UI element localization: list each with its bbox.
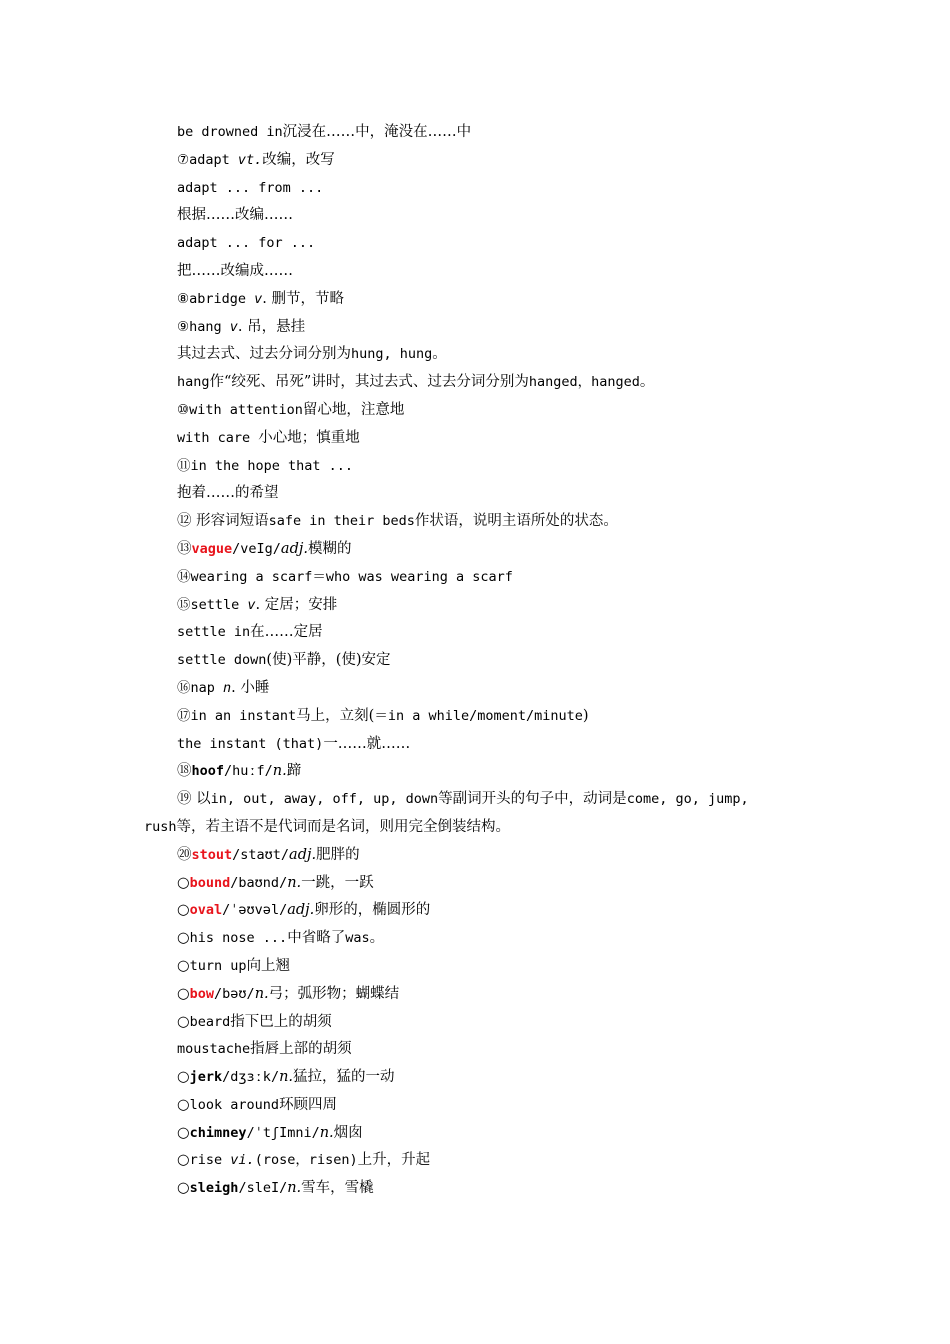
text-segment: 肥胖的	[316, 846, 360, 863]
note-line	[177, 480, 817, 508]
text-segment: hung, hung	[351, 346, 433, 363]
text-segment: the instant (that)	[177, 735, 324, 752]
text-segment: be drowned in	[177, 124, 283, 140]
text-segment: n.	[272, 763, 287, 780]
text-segment: ⑱	[177, 763, 192, 780]
note-line	[177, 1036, 817, 1064]
text-segment: come, go, jump,	[626, 791, 749, 808]
text-segment: adj.	[280, 540, 308, 557]
text-segment: /ˈtʃImni/	[246, 1124, 320, 1141]
text-segment: 。	[369, 930, 385, 947]
text-segment: 一……就……	[323, 735, 411, 752]
text-segment: 沉浸在……中，淹没在……中	[282, 124, 472, 140]
note-line	[177, 175, 817, 203]
text-segment: 一跳，一跃	[301, 874, 374, 891]
note-line	[177, 453, 817, 481]
vocabulary-notes	[144, 119, 817, 1203]
note-line	[177, 341, 817, 369]
note-line-inversion-second	[144, 814, 817, 842]
text-segment: rush	[144, 818, 177, 835]
text-segment: v	[229, 318, 238, 335]
text-segment: 弓；弧形物；蝴蝶结	[268, 985, 400, 1002]
note-line	[177, 1064, 817, 1092]
text-segment: 改编，改写	[262, 151, 335, 168]
note-line	[177, 758, 817, 786]
text-segment: ⑲ 以	[177, 791, 211, 808]
text-segment: 上升，升起	[357, 1152, 431, 1169]
text-segment: hang	[177, 374, 210, 391]
note-line	[177, 703, 817, 731]
text-segment: 卵形的，椭圆形的	[314, 902, 431, 919]
text-segment: sleigh	[189, 1180, 239, 1197]
text-segment: ⑭wearing a scarf＝who was wearing a scarf	[177, 568, 513, 585]
note-line	[177, 508, 817, 536]
text-segment: /staʊt/	[232, 846, 290, 863]
text-segment: ○	[177, 957, 190, 974]
text-segment: adj.	[289, 846, 317, 863]
text-segment: ⑯nap	[177, 679, 224, 696]
text-segment: 向上翘	[246, 957, 291, 974]
note-line	[177, 925, 817, 953]
text-segment: ○	[177, 874, 190, 891]
text-segment: /baʊnd/	[230, 874, 288, 891]
note-line	[177, 536, 817, 564]
text-segment: 马上，立刻(	[296, 707, 375, 724]
text-segment: was	[345, 930, 370, 947]
note-line	[177, 592, 817, 620]
text-segment: 烟囱	[333, 1124, 363, 1141]
note-line	[177, 619, 817, 647]
text-segment: /veIg/	[232, 540, 281, 557]
text-segment: 模糊的	[307, 540, 352, 557]
text-segment: look around	[189, 1096, 280, 1113]
notes-block-2	[177, 842, 817, 1203]
note-line	[177, 647, 817, 675]
text-segment: 等副词开头的句子中，动词是	[438, 791, 627, 808]
text-segment: /huːf/	[224, 763, 273, 780]
text-segment: moustache	[177, 1041, 251, 1058]
text-segment: 作状语，说明主语所处的状态。	[414, 513, 618, 530]
text-segment: 。	[432, 346, 447, 363]
text-segment: adapt ... for ...	[177, 235, 316, 252]
text-segment: . 定居；安排	[255, 596, 338, 613]
text-segment: (rose，risen)	[254, 1152, 358, 1169]
text-segment: n	[223, 679, 232, 696]
text-segment: his nose ...	[189, 930, 288, 947]
text-segment: bow	[189, 985, 215, 1002]
text-segment: bound	[189, 874, 231, 891]
text-segment: settle in	[177, 624, 251, 641]
note-line	[177, 897, 817, 925]
note-line-inversion-first	[177, 791, 749, 807]
text-segment: ⑰in an instant	[177, 707, 297, 724]
note-line	[177, 230, 817, 258]
text-segment: stout	[191, 846, 233, 863]
text-segment: v	[247, 596, 256, 613]
text-segment: . 吊，悬挂	[237, 318, 306, 335]
text-segment: 指下巴上的胡须	[230, 1013, 332, 1030]
note-line	[177, 286, 817, 314]
note-line	[177, 953, 817, 981]
text-segment: ＝in a while/moment/minute	[374, 707, 583, 724]
text-segment: ○	[177, 1180, 190, 1197]
text-segment: 抱着……的希望	[177, 485, 279, 502]
text-segment: safe in their beds	[268, 513, 415, 530]
text-segment: ○	[177, 1124, 190, 1141]
text-segment: n.	[287, 874, 302, 891]
text-segment: 把……改编成……	[177, 262, 293, 279]
note-line	[177, 564, 817, 592]
text-segment: (使)平静，(使)安定	[266, 652, 391, 669]
note-line	[177, 369, 817, 397]
text-segment: ⑦adapt	[177, 151, 238, 168]
text-segment: )	[582, 707, 589, 724]
note-line	[177, 870, 817, 898]
text-segment: hoof	[191, 763, 225, 780]
text-segment: ⑬	[177, 540, 192, 557]
text-segment: vi.	[230, 1152, 255, 1169]
text-segment: /dʒɜːk/	[222, 1069, 280, 1086]
text-segment: ○	[177, 1096, 190, 1113]
text-segment: ○	[177, 902, 190, 919]
text-segment: n.	[287, 1180, 302, 1197]
text-segment: ⑨hang	[177, 318, 230, 335]
text-segment: chimney	[189, 1124, 247, 1141]
text-segment: vt.	[237, 151, 263, 168]
text-segment: ⑩with attention	[177, 401, 303, 418]
text-segment: ⑧abridge	[177, 290, 255, 307]
note-line	[177, 258, 817, 286]
text-segment: . 小睡	[231, 679, 270, 696]
text-segment: ⑮settle	[177, 596, 248, 613]
text-segment: beard	[189, 1013, 231, 1030]
note-line	[177, 675, 817, 703]
text-segment: 等，若主语不是代词而是名词，则用完全倒装结构。	[176, 818, 511, 835]
text-segment: 作“绞死、吊死”讲时，其过去式、过去分词分别为	[209, 374, 529, 391]
text-segment: settle down	[177, 652, 267, 669]
text-segment: rise	[189, 1152, 231, 1169]
text-segment: in, out, away, off, up, down	[210, 791, 439, 808]
text-segment: 。	[639, 374, 655, 391]
text-segment: ○	[177, 1069, 190, 1086]
text-segment: . 删节，节略	[262, 290, 344, 307]
text-segment: jerk	[189, 1069, 223, 1086]
text-segment: 小心地；慎重地	[258, 429, 360, 446]
note-line	[177, 425, 817, 453]
note-line	[177, 731, 817, 759]
text-segment: n.	[254, 985, 269, 1002]
note-line	[177, 147, 817, 175]
text-segment: ○	[177, 930, 190, 947]
text-segment: 环顾四周	[279, 1096, 338, 1113]
text-segment: ○	[177, 1152, 190, 1169]
note-line	[177, 1009, 817, 1037]
text-segment: ⑪in the hope that ...	[177, 457, 354, 474]
text-segment: 蹄	[286, 763, 302, 780]
text-segment: 雪车，雪橇	[301, 1180, 374, 1197]
text-segment: /sleI/	[238, 1180, 288, 1197]
note-line	[177, 314, 817, 342]
text-segment: oval	[189, 902, 223, 919]
text-segment: ○	[177, 1013, 190, 1030]
text-segment: 根据……改编……	[177, 207, 293, 224]
text-segment: 中省略了	[287, 930, 346, 947]
text-segment: ⑫ 形容词短语	[177, 513, 269, 530]
text-segment: adj.	[287, 902, 315, 919]
notes-block-1	[177, 119, 817, 786]
note-line	[177, 842, 817, 870]
note-line	[177, 202, 817, 230]
text-segment: hanged，hanged	[528, 374, 640, 391]
text-segment: n.	[319, 1124, 334, 1141]
text-segment: vague	[191, 540, 233, 557]
text-segment: /ˈəʊvəl/	[222, 902, 288, 919]
text-segment: n.	[279, 1069, 294, 1086]
text-segment: turn up	[189, 957, 247, 974]
text-segment: 指唇上部的胡须	[250, 1041, 352, 1058]
note-line	[177, 1092, 817, 1120]
text-segment: adapt ... from ...	[177, 179, 324, 196]
note-line	[177, 397, 817, 425]
text-segment: 猛拉，猛的一动	[293, 1069, 395, 1086]
text-segment: with care	[177, 429, 259, 446]
text-segment: 其过去式、过去分词分别为	[177, 346, 351, 363]
note-line	[177, 119, 817, 147]
text-segment: ⑳	[177, 846, 192, 863]
text-segment: 留心地，注意地	[302, 401, 405, 418]
text-segment: /bəʊ/	[214, 985, 255, 1002]
note-line	[177, 981, 817, 1009]
note-line	[177, 1147, 817, 1175]
note-line-inversion	[144, 786, 817, 842]
note-line	[177, 1120, 817, 1148]
text-segment: 在……定居	[250, 624, 323, 641]
note-line	[177, 1175, 817, 1203]
text-segment: ○	[177, 985, 190, 1002]
text-segment: v	[254, 290, 263, 307]
